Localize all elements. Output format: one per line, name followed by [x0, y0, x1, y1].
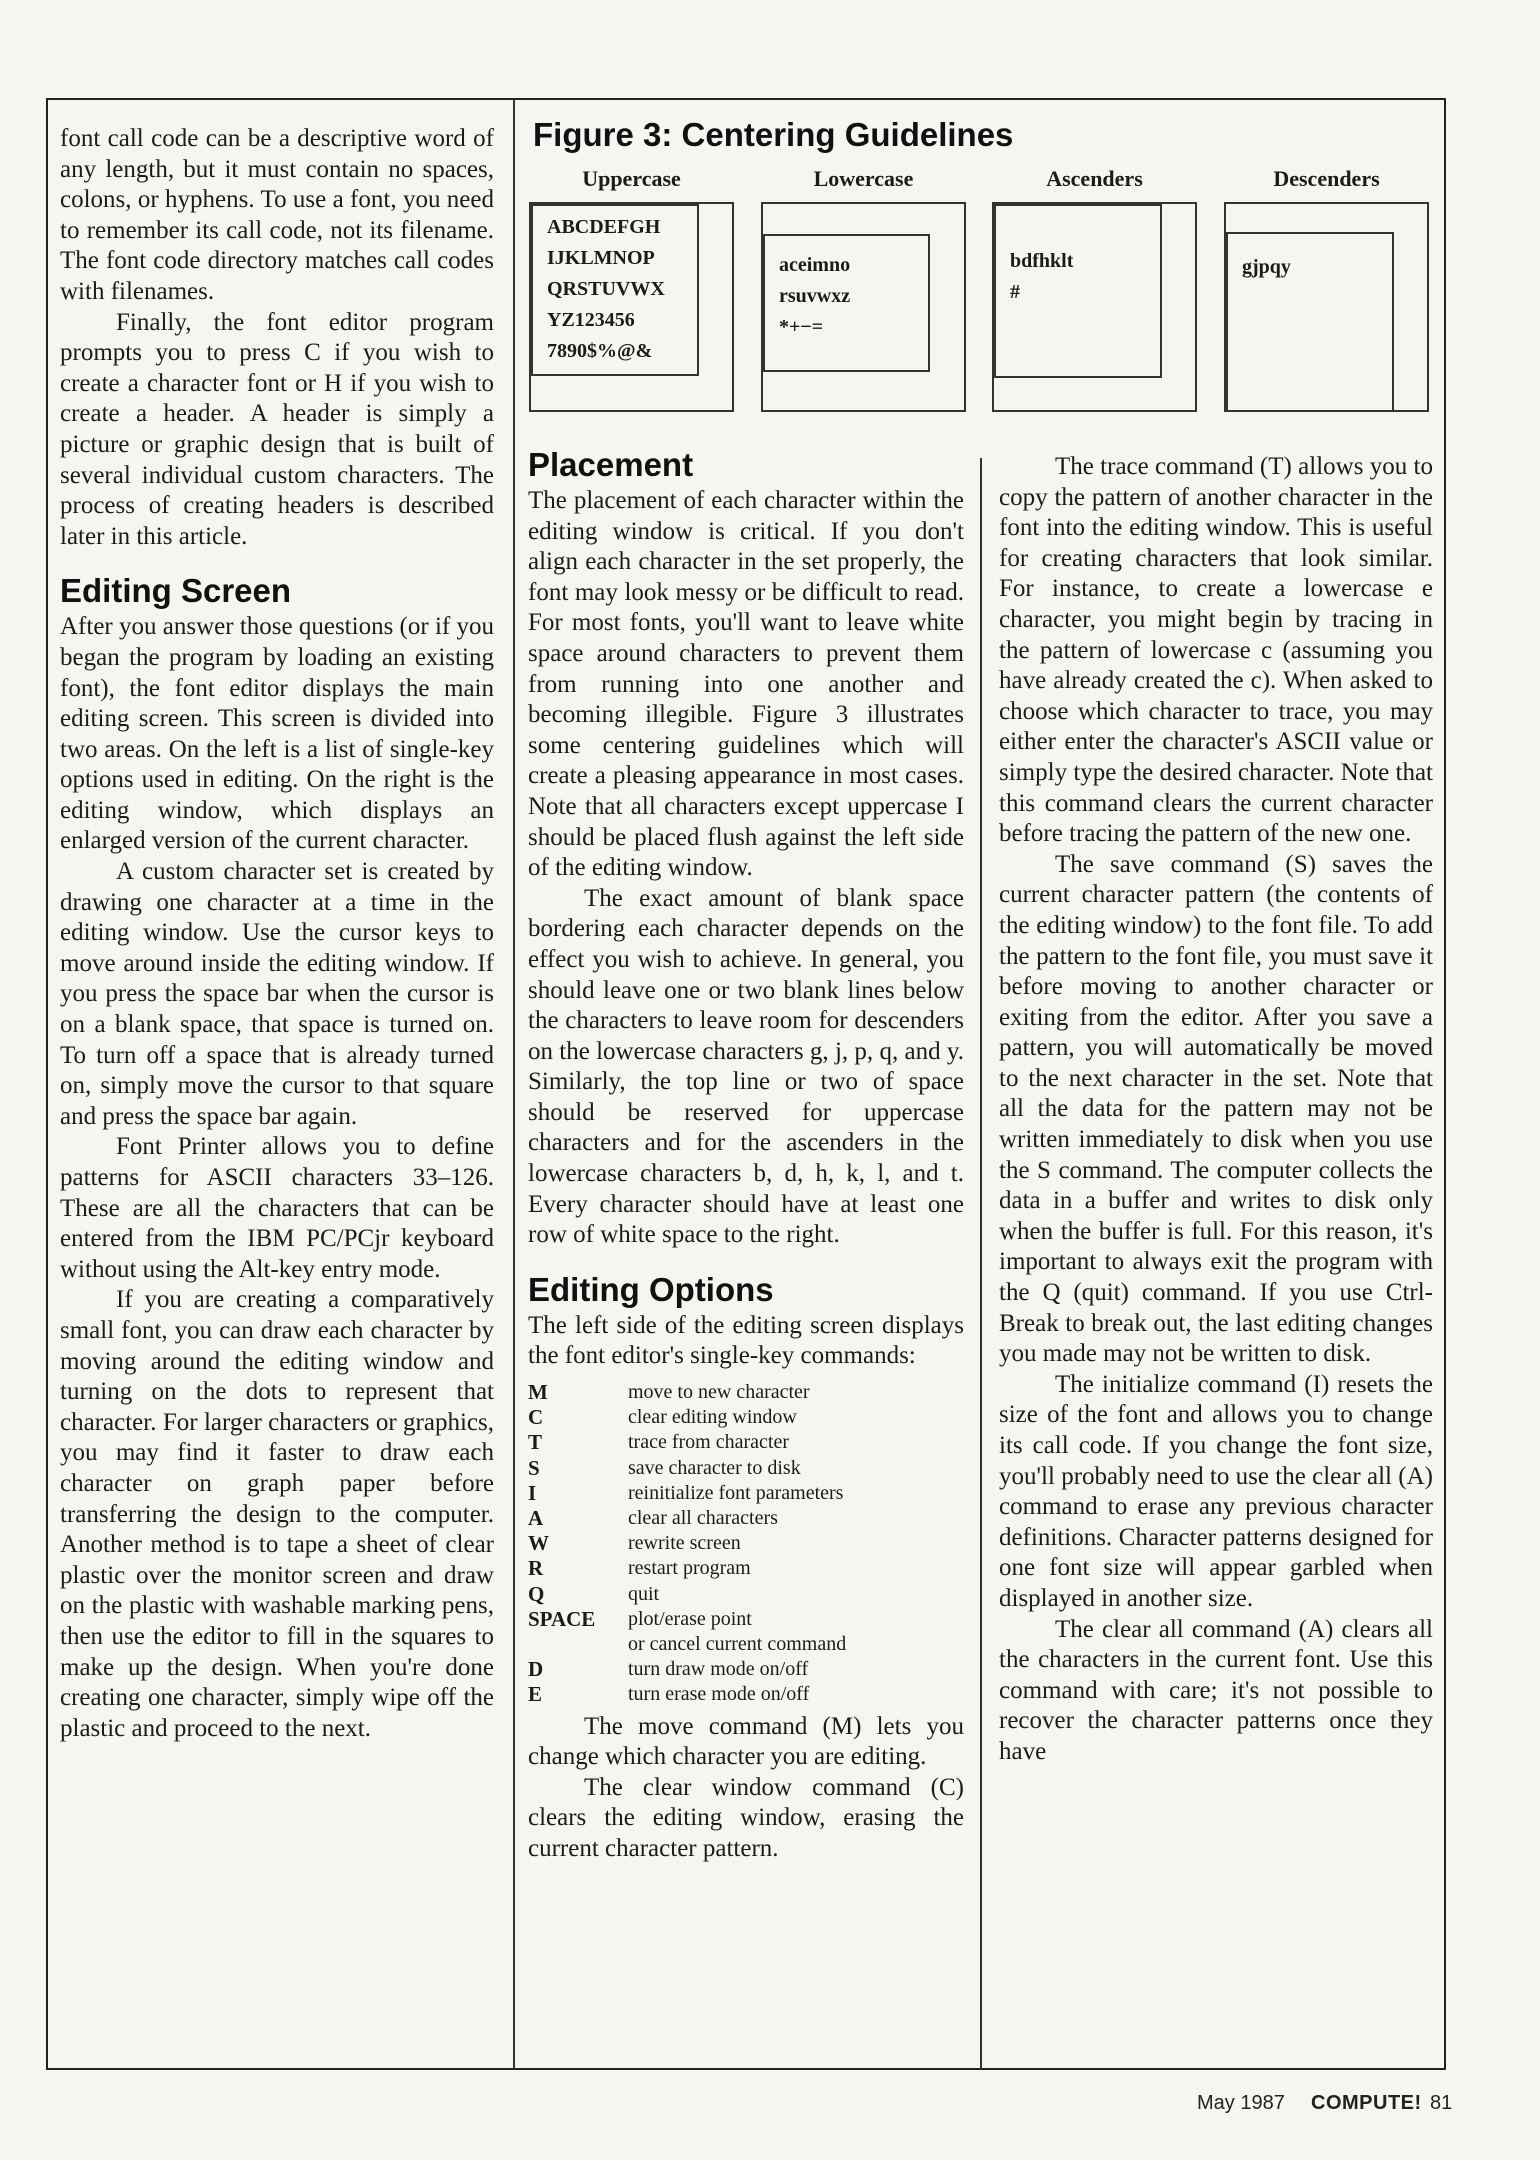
command-desc: or cancel current command [628, 1633, 847, 1656]
figure-glyph-box [763, 234, 930, 372]
paragraph: The clear all command (A) clears all the characters in the current font. Use this command with care; it's not possible to recover the character patterns once they have [999, 1615, 1433, 1765]
footer-page-number: 81 [1430, 2092, 1453, 2114]
paragraph: The left side of the editing screen displays the font editor's single-key commands: [528, 1311, 964, 1370]
command-row [528, 1405, 964, 1430]
figure-panel-label: Uppercase [582, 166, 681, 191]
command-row [528, 1632, 964, 1657]
command-key: C [528, 1405, 544, 1430]
command-row [528, 1430, 964, 1455]
paragraph: The clear window command (C) clears the editing window, erasing the current character pattern. [528, 1773, 964, 1863]
command-row [528, 1682, 964, 1707]
figure-panel-uppercase [529, 166, 734, 412]
paragraph: The move command (M) lets you change which character you are editing. [528, 1712, 964, 1771]
command-row [528, 1456, 964, 1481]
glyph-line: rsuvwxz [779, 285, 851, 307]
command-key: S [528, 1455, 540, 1480]
figure-panel-label: Lowercase [813, 166, 914, 191]
column-3 [999, 452, 1433, 1768]
command-desc: reinitialize font parameters [628, 1481, 844, 1504]
figure-title: Figure 3: Centering Guidelines [533, 116, 1014, 153]
command-list [528, 1380, 964, 1708]
glyph-line: gjpqy [1242, 256, 1291, 278]
command-key: R [528, 1556, 544, 1581]
command-desc: quit [628, 1582, 660, 1605]
command-row [528, 1531, 964, 1556]
glyph-line: aceimno [779, 254, 851, 276]
paragraph: After you answer those questions (or if you began the program by loading an existing font), the font editor displays the main editing screen. This screen is divided into two areas. On the left is a list of single-key options used in editing. On the right is the editing window, which displays an enlarged version of the current character. [60, 613, 494, 855]
command-row [528, 1556, 964, 1581]
glyph-line: *+−= [779, 316, 824, 338]
command-key: E [528, 1682, 543, 1707]
figure-window-box [992, 202, 1197, 412]
figure-glyph-box [994, 204, 1162, 378]
figure-window-box [529, 202, 734, 412]
paragraph: The exact amount of blank space bordering each character depends on the effect you wish to achieve. In general, you should leave one or two blank lines below the characters to leave room for descenders on the lowercase characters g, j, p, q, and y. Similarly, the top line or two of space should be reserved for uppercase characters and for the ascenders in the lowercase characters b, d, h, k, l, and t. Every character should have at least one row of white space to the right. [528, 884, 964, 1249]
command-key: I [528, 1480, 537, 1505]
command-desc: trace from character [628, 1431, 789, 1454]
column-rule [980, 458, 982, 2070]
paragraph: Finally, the font editor program prompts you to press C if you wish to create a character font or H if you wish to create a header. A header is simply a picture or graphic design that is built of several individual custom characters. The process of creating headers is described later in this article. [60, 308, 494, 550]
paragraph: Font Printer allows you to define patterns for ASCII characters 33–126. These are all the characters that can be entered from the IBM PC/PCjr keyboard without using the Alt-key entry mode. [60, 1133, 494, 1283]
paragraph: If you are creating a comparatively small font, you can draw each character by moving around the editing window and turning on the dots to represent that character. For larger characters or graphics, you may find it faster to draw each character on graph paper before transferring the design to the computer. Another method is to tape a sheet of clear plastic over the monitor screen and draw on the plastic with washable marking pens, then use the editor to fill in the squares to make up the design. When you're done creating one character, simply wipe off the plastic and proceed to the next. [60, 1286, 494, 1742]
figure-glyph-box [531, 204, 699, 376]
figure-window-box [1224, 202, 1429, 412]
figure-panel-ascenders [992, 166, 1197, 412]
figure-panel-label: Ascenders [1046, 166, 1143, 191]
section-heading-editing-screen: Editing Screen [60, 572, 292, 610]
command-row [528, 1607, 964, 1632]
command-row [528, 1582, 964, 1607]
paragraph: The trace command (T) allows you to copy the pattern of another character in the font into the editing window. This is useful for creating characters that look similar. For instance, to create a lowercase e character, you might begin by tracing in the pattern of lowercase c (assuming you have already created the c). When asked to choose which character to trace, you may either enter the character's ASCII value or simply type the desired character. Note that this command clears the current character before tracing the pattern of the new one. [999, 453, 1433, 848]
command-key: Q [528, 1581, 545, 1606]
column-rule [513, 98, 515, 2070]
glyph-line: YZ123456 [547, 309, 635, 331]
command-key: D [528, 1657, 544, 1682]
command-desc: rewrite screen [628, 1532, 741, 1555]
paragraph: The placement of each character within the editing window is critical. If you don't align each character in the set properly, the font may look messy or be difficult to read. For most fonts, you'll want to leave white space around characters to prevent them from running into one another and becoming illegible. Figure 3 illustrates some centering guidelines which will create a pleasing appearance in most cases. Note that all characters except uppercase I should be placed flush against the left side of the editing window. [528, 487, 964, 882]
figure-window-box [761, 202, 966, 412]
command-key: W [528, 1531, 549, 1556]
command-row [528, 1506, 964, 1531]
figure-panel-descenders [1224, 166, 1429, 412]
command-key: A [528, 1506, 544, 1531]
column-1 [60, 124, 494, 1744]
section-heading-editing-options: Editing Options [528, 1270, 774, 1308]
command-desc: turn draw mode on/off [628, 1658, 809, 1681]
paragraph: font call code can be a descriptive word of any length, but it must contain no spaces, colons, or hyphens. To use a font, you need to remember its call code, not its filename. The font code directory matches call codes with filenames. [60, 125, 494, 305]
command-desc: plot/erase point [628, 1607, 752, 1630]
command-row [528, 1481, 964, 1506]
footer-magazine: COMPUTE! [1311, 2092, 1422, 2114]
paragraph: A custom character set is created by drawing one character at a time in the editing window. Use the cursor keys to move around inside the editing window. If you press the space bar when the cursor is on a blank space, that space is turned on. To turn off a space that is already turned on, simply move the cursor to that square and press the space bar again. [60, 858, 494, 1130]
glyph-line: IJKLMNOP [547, 247, 655, 269]
paragraph: The initialize command (I) resets the size of the font and allows you to change its call code. If you change the font size, you'll probably need to use the clear all (A) command to erase any previous character definitions. Character patterns designed for one font size will appear garbled when displayed in another size. [999, 1370, 1433, 1612]
glyph-line: 7890$%@& [547, 340, 653, 362]
command-desc: turn erase mode on/off [628, 1683, 810, 1706]
command-row [528, 1657, 964, 1682]
command-key: M [528, 1380, 548, 1405]
command-desc: clear editing window [628, 1406, 797, 1429]
glyph-line: ABCDEFGH [547, 216, 661, 238]
paragraph: The save command (S) saves the current character pattern (the contents of the editing window) to the font file. To add the pattern to the font file, you must save it before moving to another character or exiting from the editor. After you save a pattern, you will automatically be moved to the next character in the set. Note that all the data for the pattern may not be written immediately to disk when you use the S command. The computer collects the data in a buffer and writes to disk only when the buffer is full. For this reason, it's important to always exit the program with the Q (quit) command. If you use Ctrl-Break to break out, the last editing changes you made may not be written to disk. [999, 850, 1433, 1368]
footer-date: May 1987 [1197, 2092, 1285, 2114]
figure-panel-label: Descenders [1273, 166, 1380, 191]
figure-panel-lowercase [761, 166, 966, 412]
command-desc: restart program [628, 1557, 751, 1580]
section-heading-placement: Placement [528, 446, 694, 483]
command-row [528, 1380, 964, 1405]
command-key: SPACE [528, 1606, 596, 1631]
figure-glyph-box [1226, 232, 1394, 412]
command-desc: save character to disk [628, 1456, 801, 1479]
glyph-line: bdfhklt [1010, 250, 1074, 272]
command-key: T [528, 1430, 543, 1455]
command-desc: clear all characters [628, 1507, 778, 1530]
glyph-line: # [1010, 281, 1020, 303]
command-key [528, 1632, 628, 1657]
column-2 [528, 446, 964, 1865]
glyph-line: QRSTUVWX [547, 278, 665, 300]
command-desc: move to new character [628, 1381, 810, 1404]
